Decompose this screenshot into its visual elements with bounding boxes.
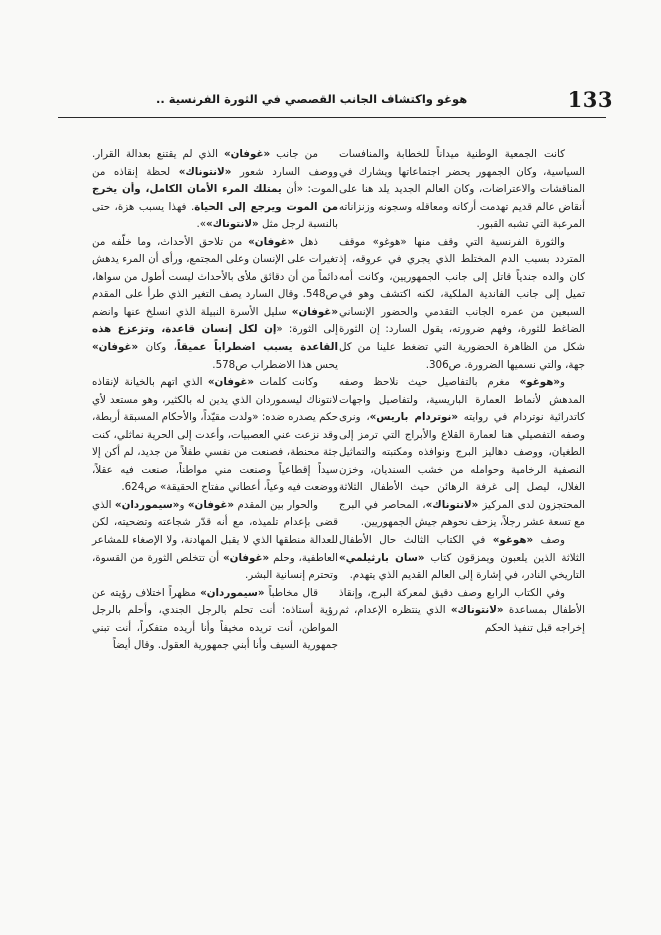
paragraph [339,585,585,638]
text-run: سليل الأسرة النبيلة الذي انسلخ عنها وانضم إلى الثورة: « [92,305,338,336]
bold-text-run: «هوغو» [492,534,534,547]
text-run: والثورة الفرنسية التي وقف منها «هوغو» موقف المتردد بسبب الدم المختلط الذي يجري في عروقه، إذ كان والده جندياً قاتل إلى جانب الجمهوريين، وكانت أمه تميل إلى جانب الفاندية الملكية، لكنه اكتشف وهو في السبعين من عمره الجانب التقدمي والحضور الإنساني الضاغط للثورة، وفهم ضرورته، يقول السارد: إن الثورة شكل من الظاهرة الحضورية التي تضغط علينا من كل جهة، والتي نسميها الضرورة. ص306. [339,235,585,371]
bold-text-run: «سيموردان» [200,586,265,599]
bold-text-run: «هوغو» [519,376,561,389]
paragraph [339,532,585,585]
bold-text-run: «غوفان» [92,341,139,354]
text-run: من تلاحق الأحداث، وما خلّفه من تغيرات على الإنسان وعلى المجتمع، ورأى أن المرء يدهش دائماً من أن دقائق ملأى بالأحداث ليست أطول من سواها، ص548. وقال السارد يصف التغير الذي طرأ على المقدم [92,235,338,301]
bold-text-run: إن لكل إنسان قاعدة، وتزعزع هذه القاعدة يسبب اضطراباً عميقاً [92,323,339,354]
left-text-column [92,146,338,655]
paragraph [92,374,338,497]
text-run: ، المحاصر في البرج مع تسعة عشر رجلاً، يزحف نحوهم جيش الجمهوريين. [339,498,585,529]
paragraph [339,146,585,234]
bold-text-run: «غوفان» [187,498,235,511]
bold-text-run: «غوفان» [207,376,255,389]
bold-text-run: «سان بارثيلمي» [339,551,425,564]
header-rule [58,117,606,118]
text-run: التاريخي النادر، في إشارة إلى العالم القديم الذي يتهدم. [349,569,585,582]
bold-text-run: «لانتوناك» [206,218,259,231]
bold-text-run: «لانتوناك» [425,498,479,511]
bold-text-run: «غوفان» [223,148,271,160]
bold-text-run: «غوفان» [248,235,295,248]
text-run: قال مخاطباً [264,586,318,599]
bold-text-run: «نوتردام باريس» [369,411,459,424]
text-run: وفي الكتاب الرابع وصف دقيق لمعركة البرج، وإنقاذ الأطفال بمساعدة [339,586,586,617]
right-text-column [339,146,585,637]
text-run: ». [196,218,207,231]
text-run: و [179,498,188,511]
paragraph [92,146,338,234]
text-run: ذهل [294,235,318,248]
text-run: لحظة إنقاذه من الموت: «أن [92,165,338,196]
bold-text-run: «لانتوناك» [178,165,232,178]
text-run: مغرم بالتفاصيل حيث نلاحظ وصفه المدهش لأنماط العمارة الباريسية، ولتفاصيل واجهات كاتدرائية نوتردام في روايته [339,376,585,424]
paragraph [92,234,338,374]
text-run: الذي اتهم بالخيانة لإنقاذه لانتوناك ليسموردان الذي يدين له بالكثير، وهو مستعد لأي حكم يصدره ضده: «ولدت مقيّداً، والأحكام المسبقة أربطة، وقد نزعت عني العصبيات، وأعدت إلى الحرية نماثلي، كنت جثة محنطة، فصنعت من نفسي طفلاً من جديد، لم أكن إلا سيداً إقطاعياً وصنعت مني مواطناً، صنعت فيه عقلاً، ووضعت فيه وعياً، أعطاني مفتاح الحقيقة» ص624. [92,376,338,494]
text-run: وصف [533,534,565,547]
page-header [48,86,613,112]
text-run: من جانب [270,148,318,160]
text-run: كانت الجمعية الوطنية ميداناً للخطابة والمنافسات السياسية، وكان الجمهور يحضر اجتماعاتها ويشارك في المناقشات والاعتراضات، وكان العالم الجديد يلد هنا على أنقاض عالم قديم تهدمت أركانه ومعاقله وسجونه وزنزاناته المرعبة التي تشبه القبور. [339,148,585,231]
text-run: الذي قضى بإعدام تلميذه، مع أنه قدّر شجاعته وتضحيته، لكن للعدالة منطقها الذي لا يقبل المهادنة، ولا الإصغاء للمشاعر العاطفية، وحلم [92,498,338,564]
bold-text-run: «لانتوناك» [450,604,504,617]
text-run: ، وكان [138,341,177,354]
text-run: والحوار بين المقدم [234,498,318,511]
text-run: الذي لم يقتنع بعدالة القرار. ووصف السارد شعور [92,148,338,178]
bold-text-run: «غوفان» [223,551,270,564]
text-run: وكانت كلمات [254,376,318,389]
running-title: هوغو واكتشاف الجانب القصصي في الثورة الفرنسية .. [156,92,468,106]
page-number: 133 [567,86,613,112]
paragraph [92,497,338,585]
text-run: . فهذا يسبب هزة، حتى بالنسبة لرجل مثل [92,200,338,231]
bold-text-run: «غوفان» [291,305,338,318]
text-run: يحس هذا الاضطراب ص578. [212,358,338,371]
text-run: الذي ينتظره الإعدام، ثم إخراجه قبل تنفيذ الحكم [339,604,585,634]
paragraph [339,374,585,532]
text-run: مظهراً اختلاف رؤيته عن رؤية أستاذه: أنت تحلم بالرجل الجندي، وأحلم بالرجل المواطن، أنت تريده مخيفاً وأنا أريده متفكراً، أنت تبني جمهورية السيف وأنا أبني جمهورية العقول. وقال أيضاً [92,586,338,652]
text-run: أن تتخلص الثورة من القسوة، وتحترم إنسانية البشر. [92,551,338,582]
bold-text-run: «سيموردان» [114,498,180,511]
bold-text-run: يمتلك المرء الأمان الكامل، وأن يخرج من الموت ويرجع إلى الحياة [92,183,338,213]
text-run: ، ونرى وصفه التفصيلي هنا لعمارة القلاع والأبراج التي ترمز إلى الطغيان، ووصف دهاليز البرج ونوافذه ومكتبته والتماثيل النصفية الرخامية وحوامله من خشب السنديان، وخزن الغلال، ليصل إلى غرفة الرهائن حيث الأطفال الثلاثة المحتجزون لدى المركيز [339,411,585,511]
paragraph [339,234,585,374]
text-run: في الكتاب الثالث حال الأطفال الثلاثة الذين يلعبون ويمزقون كتاب [339,534,585,564]
paragraph [92,585,338,655]
text-run: و [560,376,565,389]
